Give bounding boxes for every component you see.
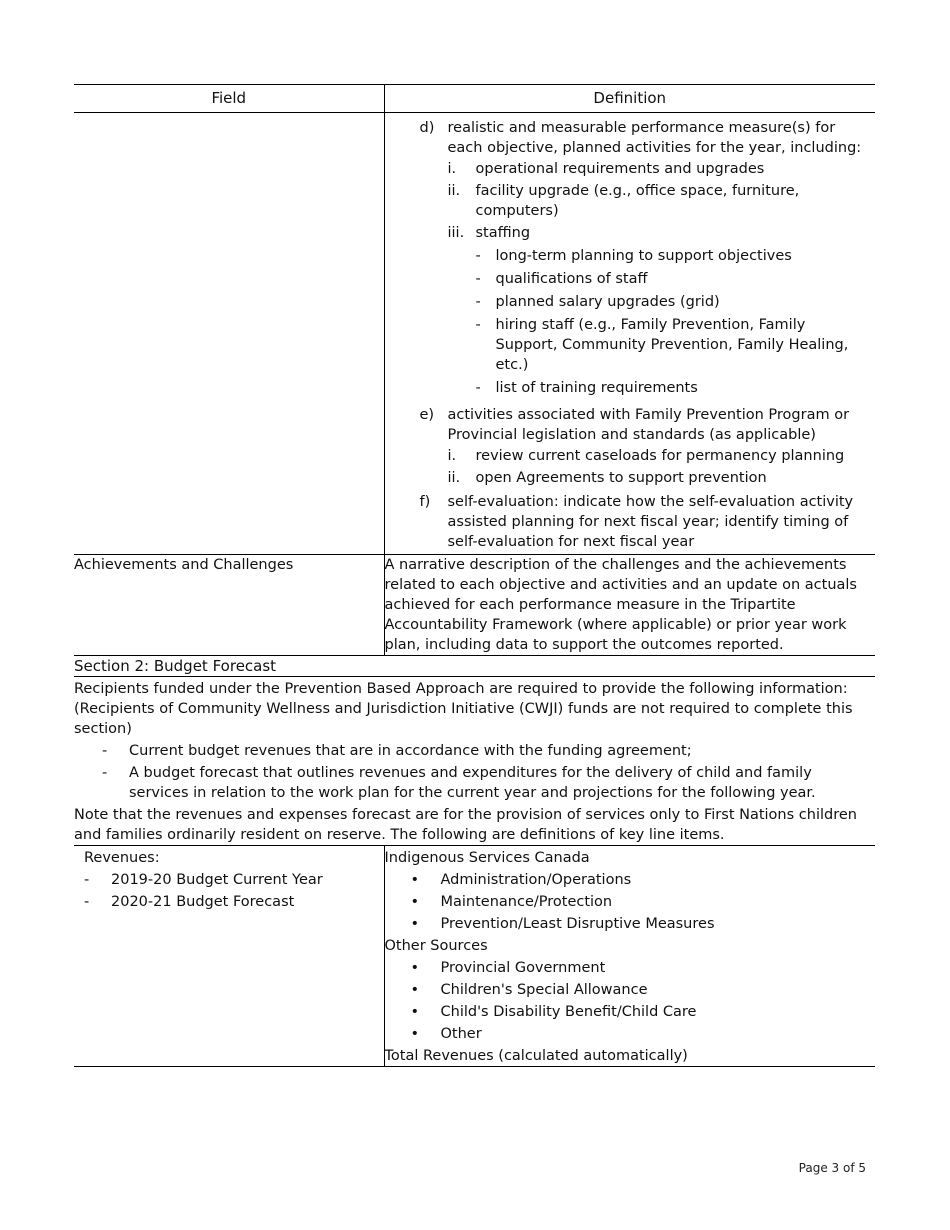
list-item: [102, 741, 875, 761]
dash-marker: -: [84, 872, 90, 888]
list-item-text: 2020-21 Budget Forecast: [111, 894, 295, 910]
list-marker: e): [419, 407, 435, 423]
other-sources-title: Other Sources: [384, 938, 488, 954]
list-item-text: facility upgrade (e.g., office space, furniture, computers): [475, 183, 800, 219]
dash-marker: -: [84, 894, 90, 910]
list-item: [448, 181, 868, 221]
list-item: [420, 492, 868, 552]
dash-marker: -: [475, 271, 481, 287]
section-2-title: Section 2: Budget Forecast: [74, 656, 875, 677]
definition-cell-revenues: [384, 846, 875, 1067]
list-item: [411, 870, 876, 890]
list-item: [411, 980, 876, 1000]
list-item-text: Current budget revenues that are in accordance with the funding agreement;: [129, 743, 692, 759]
list-item-text: Other: [440, 1026, 482, 1042]
list-item-text: Maintenance/Protection: [440, 894, 613, 910]
table-header-row: [74, 85, 875, 113]
list-item-text: qualifications of staff: [495, 271, 648, 287]
list-marker: i.: [447, 161, 457, 177]
bullet-marker: •: [410, 1004, 420, 1020]
bullet-marker: •: [410, 872, 420, 888]
field-cell-empty: [74, 113, 384, 555]
list-item-text: review current caseloads for permanency planning: [475, 448, 845, 464]
list-item-text: operational requirements and upgrades: [475, 161, 765, 177]
revenues-title: Revenues:: [84, 850, 160, 866]
list-item: [411, 914, 876, 934]
table-row-revenues: [74, 846, 875, 1067]
list-item: [448, 223, 868, 401]
list-item: [411, 1024, 876, 1044]
list-item-text: A budget forecast that outlines revenues and expenditures for the delivery of child and family services in relation to the work plan for the current year and projections for the following year.: [129, 765, 816, 801]
bullet-marker: •: [410, 1026, 420, 1042]
list-item: [420, 405, 868, 490]
definitions-table: [74, 84, 875, 1067]
list-item: [476, 378, 868, 398]
list-item-text: list of training requirements: [495, 380, 698, 396]
dash-marker: -: [475, 248, 481, 264]
list-item: [476, 292, 868, 312]
list-item: [84, 870, 384, 890]
section-2-intro: Recipients funded under the Prevention Based Approach are required to provide the following information: (Recipients of Community Wellness and Jurisdiction Initiative (CWJI) funds are not required to complete this section): [74, 681, 853, 737]
list-item-text: Administration/Operations: [440, 872, 632, 888]
list-item-text: hiring staff (e.g., Family Prevention, Family Support, Community Prevention, Family Healing, etc.): [495, 317, 849, 373]
other-sources-list: [385, 958, 876, 1044]
isc-title: Indigenous Services Canada: [384, 850, 590, 866]
revenues-field-list: [84, 870, 384, 912]
list-item-text: Child's Disability Benefit/Child Care: [440, 1004, 697, 1020]
bullet-marker: •: [410, 916, 420, 932]
dash-marker: -: [475, 380, 481, 396]
list-item: [84, 892, 384, 912]
section-2-bullets: [74, 741, 875, 803]
list-item-text: realistic and measurable performance measure(s) for each objective, planned activities for the year, including:: [447, 120, 862, 156]
list-item: [411, 958, 876, 978]
list-item: [448, 468, 868, 488]
list-item: [420, 118, 868, 403]
list-item-text: 2019-20 Budget Current Year: [111, 872, 323, 888]
section-2-title-row: [74, 656, 875, 677]
list-item-text: planned salary upgrades (grid): [495, 294, 720, 310]
list-marker: i.: [447, 448, 457, 464]
list-item-text: staffing: [475, 225, 531, 241]
table-row-workplan: [74, 113, 875, 555]
list-item-text: activities associated with Family Prevention Program or Provincial legislation and standards (as applicable): [447, 407, 850, 443]
list-item-text: Provincial Government: [440, 960, 606, 976]
section-2-body: [74, 677, 875, 846]
dash-marker: -: [475, 317, 481, 333]
section-2-note: Note that the revenues and expenses forecast are for the provision of services only to First Nations children and families ordinarily resident on reserve. The following are definitions of key line items.: [74, 807, 857, 843]
list-item: [448, 446, 868, 466]
list-marker: ii.: [447, 183, 461, 199]
field-cell-revenues: [74, 846, 384, 1067]
list-item-text: long-term planning to support objectives: [495, 248, 792, 264]
lettered-list: [393, 118, 868, 552]
roman-list: [448, 446, 868, 488]
list-item: [411, 892, 876, 912]
list-marker: ii.: [447, 470, 461, 486]
dash-marker: -: [475, 294, 481, 310]
definition-cell-achievements: A narrative description of the challenges and the achievements related to each objective and activities and an update on actuals achieved for each performance measure in the Tripartite Accountability Framework (where applicable) or prior year work plan, including data to support the outcomes reported.: [384, 555, 875, 656]
page-number: Page 3 of 5: [798, 1161, 866, 1175]
dash-list: [476, 246, 868, 398]
list-item-text: Children's Special Allowance: [440, 982, 648, 998]
list-item-text: open Agreements to support prevention: [475, 470, 767, 486]
dash-marker: -: [102, 765, 108, 781]
column-header-field: Field: [74, 85, 384, 113]
list-item: [476, 246, 868, 266]
list-item-text: self-evaluation: indicate how the self-evaluation activity assisted planning for next fiscal year; identify timing of self-evaluation for next fiscal year: [447, 494, 854, 550]
list-item: [102, 763, 875, 803]
isc-list: [385, 870, 876, 934]
bullet-marker: •: [410, 982, 420, 998]
document-page: [74, 84, 875, 1067]
list-marker: d): [419, 120, 435, 136]
bullet-marker: •: [410, 960, 420, 976]
total-revenues: Total Revenues (calculated automatically): [384, 1048, 688, 1064]
column-header-definition: Definition: [384, 85, 875, 113]
bullet-marker: •: [410, 894, 420, 910]
roman-list: [448, 159, 868, 401]
field-cell-achievements: Achievements and Challenges: [74, 555, 384, 656]
dash-marker: -: [102, 743, 108, 759]
list-marker: f): [419, 494, 431, 510]
section-2-body-row: [74, 677, 875, 846]
list-marker: iii.: [447, 225, 465, 241]
table-row-achievements: [74, 555, 875, 656]
list-item: [448, 159, 868, 179]
list-item-text: Prevention/Least Disruptive Measures: [440, 916, 715, 932]
list-item: [476, 269, 868, 289]
list-item: [411, 1002, 876, 1022]
list-item: [476, 315, 868, 375]
definition-cell-workplan: [384, 113, 875, 555]
